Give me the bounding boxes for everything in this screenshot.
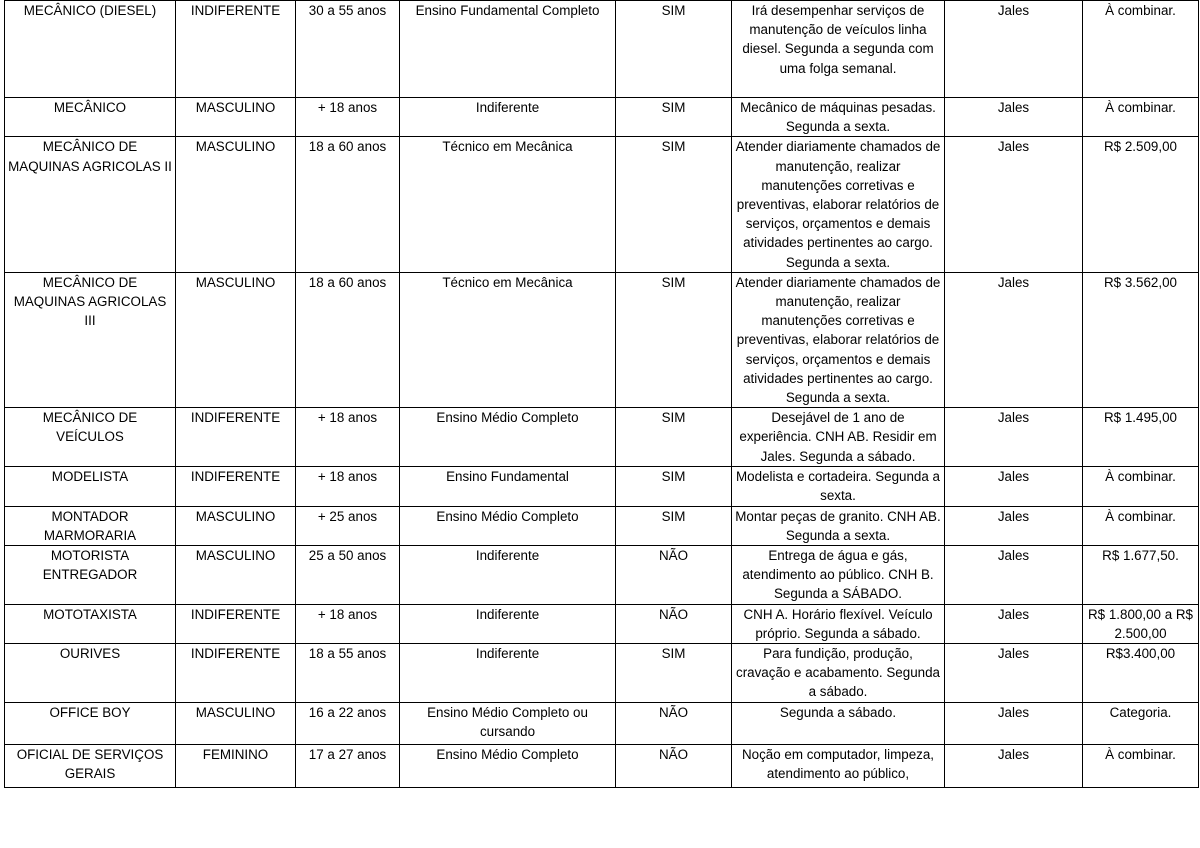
- escolaridade-cell: Ensino Médio Completo: [400, 744, 616, 787]
- descricao-cell: Irá desempenhar serviços de manutenção de veículos linha diesel. Segunda a segunda com uma folga semanal.: [732, 1, 945, 98]
- idade-cell: 16 a 22 anos: [296, 702, 400, 744]
- descricao-cell: CNH A. Horário flexível. Veículo próprio. Segunda a sábado.: [732, 604, 945, 643]
- cargo-cell: OFICIAL DE SERVIÇOS GERAIS: [5, 744, 176, 787]
- cargo-cell: MECÂNICO (DIESEL): [5, 1, 176, 98]
- idade-cell: 30 a 55 anos: [296, 1, 400, 98]
- salario-cell: À combinar.: [1083, 744, 1199, 787]
- experiencia-cell: SIM: [616, 467, 732, 506]
- salario-cell: R$ 3.562,00: [1083, 272, 1199, 407]
- idade-cell: + 18 anos: [296, 467, 400, 506]
- cidade-cell: Jales: [945, 546, 1083, 605]
- idade-cell: 18 a 60 anos: [296, 272, 400, 407]
- salario-cell: À combinar.: [1083, 506, 1199, 545]
- experiencia-cell: SIM: [616, 408, 732, 467]
- salario-cell: R$ 1.800,00 a R$ 2.500,00: [1083, 604, 1199, 643]
- salario-cell: À combinar.: [1083, 1, 1199, 98]
- idade-cell: + 18 anos: [296, 408, 400, 467]
- descricao-cell: Segunda a sábado.: [732, 702, 945, 744]
- cidade-cell: Jales: [945, 644, 1083, 703]
- sexo-cell: INDIFERENTE: [176, 408, 296, 467]
- sexo-cell: MASCULINO: [176, 98, 296, 137]
- table-row: [5, 644, 1199, 703]
- descricao-cell: Entrega de água e gás, atendimento ao público. CNH B. Segunda a SÁBADO.: [732, 546, 945, 605]
- escolaridade-cell: Técnico em Mecânica: [400, 137, 616, 272]
- sexo-cell: INDIFERENTE: [176, 467, 296, 506]
- escolaridade-cell: Ensino Médio Completo ou cursando: [400, 702, 616, 744]
- cargo-cell: MECÂNICO DE MAQUINAS AGRICOLAS II: [5, 137, 176, 272]
- sexo-cell: MASCULINO: [176, 506, 296, 545]
- salario-cell: R$3.400,00: [1083, 644, 1199, 703]
- escolaridade-cell: Indiferente: [400, 644, 616, 703]
- idade-cell: + 18 anos: [296, 98, 400, 137]
- escolaridade-cell: Indiferente: [400, 98, 616, 137]
- table-row: [5, 546, 1199, 605]
- idade-cell: 18 a 55 anos: [296, 644, 400, 703]
- experiencia-cell: SIM: [616, 137, 732, 272]
- sexo-cell: MASCULINO: [176, 702, 296, 744]
- cargo-cell: MOTORISTA ENTREGADOR: [5, 546, 176, 605]
- descricao-cell: Noção em computador, limpeza, atendimento ao público,: [732, 744, 945, 787]
- cidade-cell: Jales: [945, 702, 1083, 744]
- sexo-cell: INDIFERENTE: [176, 604, 296, 643]
- idade-cell: + 18 anos: [296, 604, 400, 643]
- experiencia-cell: SIM: [616, 1, 732, 98]
- descricao-cell: Para fundição, produção, cravação e acabamento. Segunda a sábado.: [732, 644, 945, 703]
- sexo-cell: MASCULINO: [176, 272, 296, 407]
- escolaridade-cell: Ensino Médio Completo: [400, 408, 616, 467]
- escolaridade-cell: Ensino Médio Completo: [400, 506, 616, 545]
- cargo-cell: MECÂNICO: [5, 98, 176, 137]
- salario-cell: À combinar.: [1083, 98, 1199, 137]
- cargo-cell: MONTADOR MARMORARIA: [5, 506, 176, 545]
- idade-cell: 25 a 50 anos: [296, 546, 400, 605]
- table-row: [5, 702, 1199, 744]
- idade-cell: 18 a 60 anos: [296, 137, 400, 272]
- cargo-cell: OFFICE BOY: [5, 702, 176, 744]
- table-row: [5, 506, 1199, 545]
- cidade-cell: Jales: [945, 1, 1083, 98]
- cargo-cell: MECÂNICO DE MAQUINAS AGRICOLAS III: [5, 272, 176, 407]
- table-row: [5, 604, 1199, 643]
- salario-cell: R$ 2.509,00: [1083, 137, 1199, 272]
- cidade-cell: Jales: [945, 604, 1083, 643]
- table-row: [5, 137, 1199, 272]
- cargo-cell: MOTOTAXISTA: [5, 604, 176, 643]
- sexo-cell: INDIFERENTE: [176, 644, 296, 703]
- experiencia-cell: NÃO: [616, 604, 732, 643]
- cidade-cell: Jales: [945, 506, 1083, 545]
- salario-cell: À combinar.: [1083, 467, 1199, 506]
- escolaridade-cell: Indiferente: [400, 546, 616, 605]
- cidade-cell: Jales: [945, 272, 1083, 407]
- descricao-cell: Montar peças de granito. CNH AB. Segunda a sexta.: [732, 506, 945, 545]
- table-row: [5, 1, 1199, 98]
- sexo-cell: INDIFERENTE: [176, 1, 296, 98]
- sexo-cell: MASCULINO: [176, 137, 296, 272]
- descricao-cell: Mecânico de máquinas pesadas. Segunda a sexta.: [732, 98, 945, 137]
- table-row: [5, 467, 1199, 506]
- experiencia-cell: NÃO: [616, 546, 732, 605]
- idade-cell: + 25 anos: [296, 506, 400, 545]
- cidade-cell: Jales: [945, 467, 1083, 506]
- table-row: [5, 272, 1199, 407]
- cidade-cell: Jales: [945, 137, 1083, 272]
- experiencia-cell: SIM: [616, 272, 732, 407]
- escolaridade-cell: Ensino Fundamental: [400, 467, 616, 506]
- table-row: [5, 98, 1199, 137]
- experiencia-cell: SIM: [616, 644, 732, 703]
- sexo-cell: FEMININO: [176, 744, 296, 787]
- cargo-cell: OURIVES: [5, 644, 176, 703]
- cargo-cell: MECÂNICO DE VEÍCULOS: [5, 408, 176, 467]
- experiencia-cell: SIM: [616, 98, 732, 137]
- idade-cell: 17 a 27 anos: [296, 744, 400, 787]
- salario-cell: R$ 1.495,00: [1083, 408, 1199, 467]
- descricao-cell: Desejável de 1 ano de experiência. CNH AB. Residir em Jales. Segunda a sábado.: [732, 408, 945, 467]
- descricao-cell: Atender diariamente chamados de manutenção, realizar manutenções corretivas e preventivas, elaborar relatórios de serviços, orçamentos e demais atividades pertinentes ao cargo. Segunda a sexta.: [732, 137, 945, 272]
- cidade-cell: Jales: [945, 98, 1083, 137]
- salario-cell: Categoria.: [1083, 702, 1199, 744]
- cidade-cell: Jales: [945, 408, 1083, 467]
- cidade-cell: Jales: [945, 744, 1083, 787]
- job-openings-table: [4, 0, 1199, 788]
- table-row: [5, 744, 1199, 787]
- cargo-cell: MODELISTA: [5, 467, 176, 506]
- descricao-cell: Atender diariamente chamados de manutenção, realizar manutenções corretivas e preventivas, elaborar relatórios de serviços, orçamentos e demais atividades pertinentes ao cargo. Segunda a sexta.: [732, 272, 945, 407]
- experiencia-cell: NÃO: [616, 702, 732, 744]
- experiencia-cell: NÃO: [616, 744, 732, 787]
- escolaridade-cell: Ensino Fundamental Completo: [400, 1, 616, 98]
- descricao-cell: Modelista e cortadeira. Segunda a sexta.: [732, 467, 945, 506]
- table-row: [5, 408, 1199, 467]
- escolaridade-cell: Indiferente: [400, 604, 616, 643]
- salario-cell: R$ 1.677,50.: [1083, 546, 1199, 605]
- escolaridade-cell: Técnico em Mecânica: [400, 272, 616, 407]
- sexo-cell: MASCULINO: [176, 546, 296, 605]
- experiencia-cell: SIM: [616, 506, 732, 545]
